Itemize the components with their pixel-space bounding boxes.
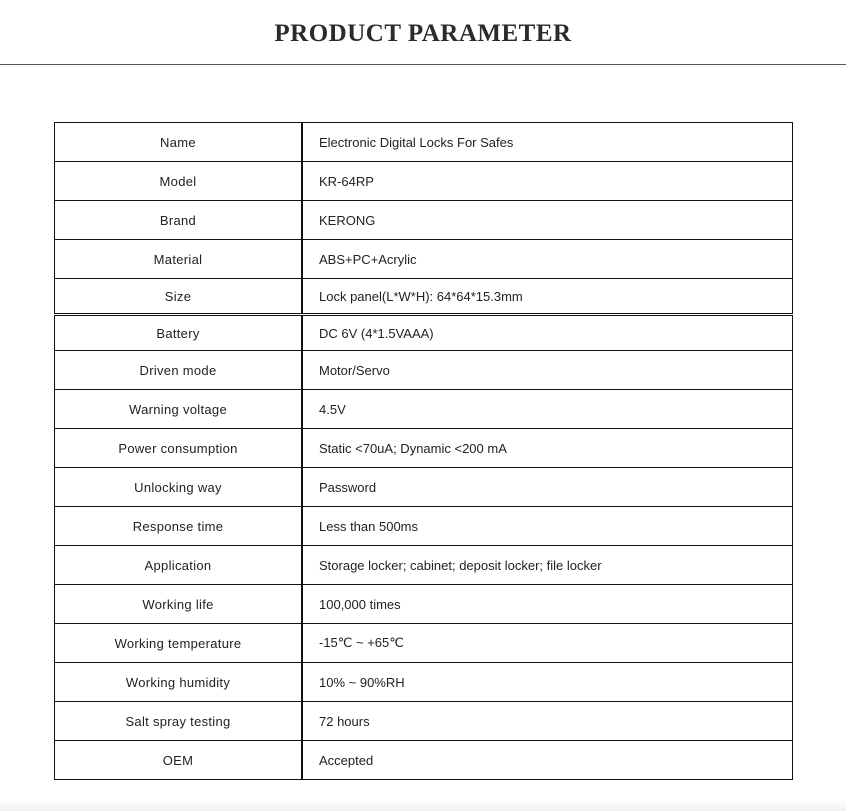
param-value: Accepted <box>302 741 793 780</box>
param-value: KERONG <box>302 201 793 240</box>
table-row <box>55 624 793 663</box>
param-label: Driven mode <box>55 351 303 390</box>
param-value: Storage locker; cabinet; deposit locker; file locker <box>302 546 793 585</box>
param-label: Brand <box>55 201 303 240</box>
param-value: DC 6V (4*1.5VAAA) <box>302 315 793 351</box>
table-row <box>55 741 793 780</box>
table-row <box>55 702 793 741</box>
param-value: 100,000 times <box>302 585 793 624</box>
table-row <box>55 663 793 702</box>
param-label: Working humidity <box>55 663 303 702</box>
param-label: Power consumption <box>55 429 303 468</box>
param-value: Electronic Digital Locks For Safes <box>302 123 793 162</box>
table-row <box>55 585 793 624</box>
table-row <box>55 162 793 201</box>
table-row <box>55 546 793 585</box>
param-value: -15℃ ~ +65℃ <box>302 624 793 663</box>
param-value: Motor/Servo <box>302 351 793 390</box>
param-label: Warning voltage <box>55 390 303 429</box>
param-label: Response time <box>55 507 303 546</box>
param-label: Working life <box>55 585 303 624</box>
param-label: Model <box>55 162 303 201</box>
param-label: Size <box>55 279 303 315</box>
param-value: ABS+PC+Acrylic <box>302 240 793 279</box>
param-value: Lock panel(L*W*H): 64*64*15.3mm <box>302 279 793 315</box>
param-value: Password <box>302 468 793 507</box>
table-row <box>55 390 793 429</box>
parameter-table <box>54 122 793 780</box>
table-row <box>55 468 793 507</box>
title-divider <box>0 64 846 65</box>
param-label: Salt spray testing <box>55 702 303 741</box>
param-label: Material <box>55 240 303 279</box>
param-value: 72 hours <box>302 702 793 741</box>
param-label: OEM <box>55 741 303 780</box>
table-row <box>55 201 793 240</box>
param-value: 4.5V <box>302 390 793 429</box>
param-label: Name <box>55 123 303 162</box>
table-row <box>55 507 793 546</box>
bottom-edge <box>0 799 846 811</box>
table-row <box>55 279 793 315</box>
table-row <box>55 351 793 390</box>
table-row <box>55 240 793 279</box>
param-value: 10% ~ 90%RH <box>302 663 793 702</box>
table-row <box>55 429 793 468</box>
param-value: Static <70uA; Dynamic <200 mA <box>302 429 793 468</box>
param-value: Less than 500ms <box>302 507 793 546</box>
param-label: Working temperature <box>55 624 303 663</box>
table-row <box>55 315 793 351</box>
param-value: KR-64RP <box>302 162 793 201</box>
param-label: Battery <box>55 315 303 351</box>
param-label: Application <box>55 546 303 585</box>
page-title: PRODUCT PARAMETER <box>274 20 572 47</box>
param-label: Unlocking way <box>55 468 303 507</box>
table-row <box>55 123 793 162</box>
